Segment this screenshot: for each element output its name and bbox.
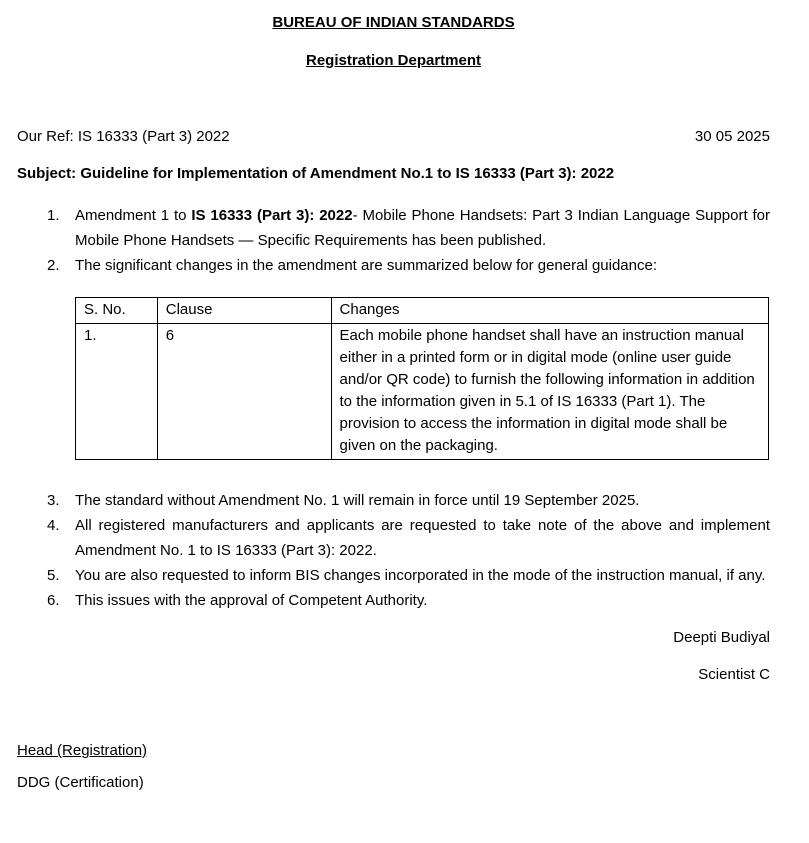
dept-title: Registration Department <box>305 52 482 69</box>
list-item-number: 5. <box>47 567 60 584</box>
list-item-number: 3. <box>47 492 60 509</box>
list-item-4 <box>17 513 770 563</box>
table-header-row <box>76 298 769 324</box>
list-item-number: 6. <box>47 592 60 609</box>
head-registration: Head (Registration) <box>17 742 148 759</box>
footer-block <box>17 738 770 795</box>
our-ref-text: Our Ref: IS 16333 (Part 3) 2022 <box>17 128 230 145</box>
list-item-text: The significant changes in the amendment are summarized below for general guidance: <box>75 257 657 274</box>
table-header-clause: Clause <box>157 298 331 324</box>
list-item-text: All registered manufacturers and applicants are requested to take note of the above and implement Amendment No. 1 to IS 16333 (Part 3): 2022. <box>75 517 770 559</box>
signature-block <box>17 625 770 687</box>
changes-table <box>75 297 769 460</box>
table-cell-sno: 1. <box>76 324 158 460</box>
reference-row <box>17 128 770 146</box>
signatory-name: Deepti Budiyal <box>673 629 770 646</box>
numbered-list-bottom <box>17 488 770 613</box>
table-header-sno: S. No. <box>76 298 158 324</box>
list-item-number: 1. <box>47 207 60 224</box>
signatory-designation: Scientist C <box>698 666 770 683</box>
list-item-6 <box>17 588 770 613</box>
list-item-number: 2. <box>47 257 60 274</box>
head-registration-row <box>17 738 770 763</box>
list-item-text: This issues with the approval of Competent Authority. <box>75 592 428 609</box>
org-title-row <box>17 14 770 32</box>
numbered-list-top <box>17 203 770 278</box>
list-item-2 <box>17 253 770 278</box>
list-item-number: 4. <box>47 517 60 534</box>
table-header-changes: Changes <box>331 298 768 324</box>
list-item-text: The standard without Amendment No. 1 will remain in force until 19 September 2025. <box>75 492 640 509</box>
letter-date: 30 05 2025 <box>694 128 770 145</box>
list-item-text: You are also requested to inform BIS changes incorporated in the mode of the instruction manual, if any. <box>75 567 766 584</box>
table-cell-changes: Each mobile phone handset shall have an instruction manual either in a printed form or in digital mode (online user guide and/or QR code) to furnish the following information in addition to the information given in 5.1 of IS 16333 (Part 1). The provision to access the information in digital mode shall be given on the packaging. <box>331 324 768 460</box>
subject-line: Subject: Guideline for Implementation of Amendment No.1 to IS 16333 (Part 3): 2022 <box>17 165 615 182</box>
list-item-bold-text: IS 16333 (Part 3): 2022 <box>191 207 353 224</box>
list-item-text: - Mobile Phone Handsets: Part 3 Indian Language Support for Mobile Phone Handsets — Specific Requirements has been published. <box>75 207 771 249</box>
table-cell-clause: 6 <box>157 324 331 460</box>
ddg-certification: DDG (Certification) <box>17 774 144 791</box>
list-item-1 <box>17 203 770 253</box>
table-row <box>76 324 769 460</box>
org-title: BUREAU OF INDIAN STANDARDS <box>272 14 515 31</box>
dept-title-row <box>17 52 770 70</box>
list-item-text: Amendment 1 to <box>75 207 192 224</box>
list-item-5 <box>17 563 770 588</box>
list-item-3 <box>17 488 770 513</box>
